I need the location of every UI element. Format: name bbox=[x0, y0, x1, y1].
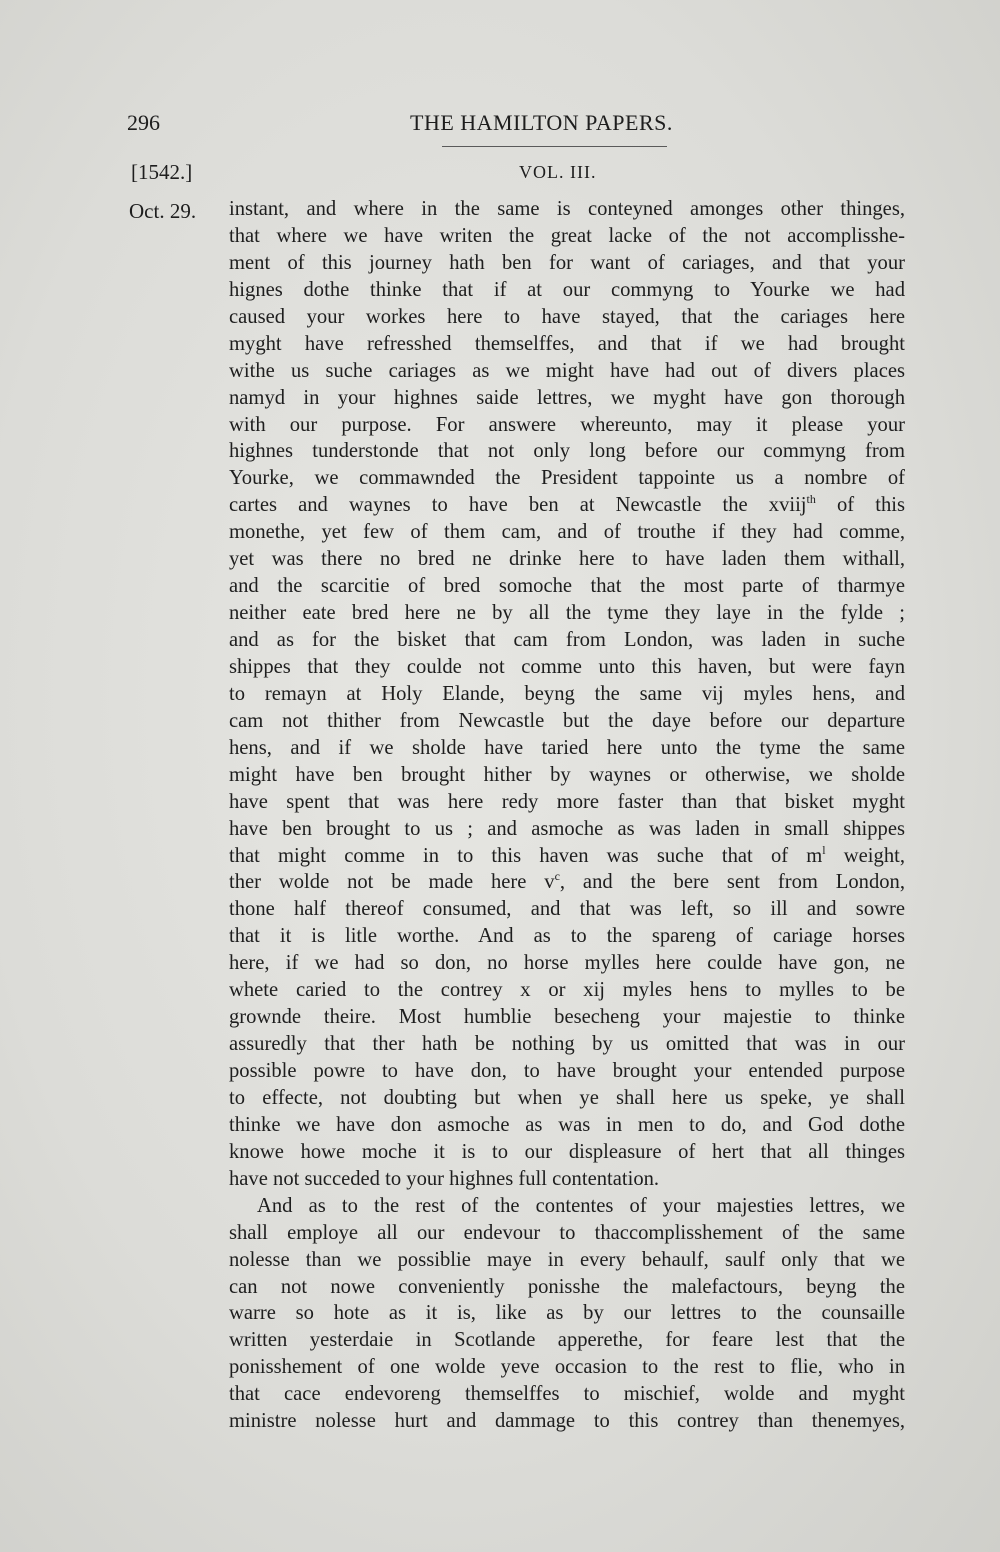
text-line: assuredly that ther hath be nothing by us omitted that was in our bbox=[229, 1033, 905, 1056]
text-line bbox=[229, 869, 905, 896]
text-line: warre so hote as it is, like as by our lettres to the counsaille bbox=[229, 1302, 905, 1325]
text-line: ministre nolesse hurt and dammage to this contrey than thenemyes, bbox=[229, 1410, 905, 1433]
text-line: thone half thereof consumed, and that was left, so ill and sowre bbox=[229, 898, 905, 921]
text-line: written yesterdaie in Scotlande apperethe, for feare lest that the bbox=[229, 1329, 905, 1352]
text-line: caused your workes here to have stayed, that the cariages here bbox=[229, 305, 905, 328]
text-line: neither eate bred here ne by all the tyme they laye in the fylde ; bbox=[229, 602, 905, 625]
text-line: that where we have writen the great lacke of the not accomplisshe- bbox=[229, 224, 905, 247]
text-line: to remayn at Holy Elande, beyng the same vij myles hens, and bbox=[229, 682, 905, 705]
superscript: c bbox=[554, 869, 560, 884]
text-line: with our purpose. For answere whereunto, may it please your bbox=[229, 413, 905, 436]
text-line: instant, and where in the same is conteyned amonges other thinges, bbox=[229, 198, 905, 220]
page-number: 296 bbox=[127, 110, 160, 135]
margin-date: Oct. 29. bbox=[129, 199, 197, 223]
text-line: and as for the bisket that cam from London, was laden in suche bbox=[229, 629, 905, 651]
text-line: highnes tunderstonde that not only long before our commyng from bbox=[229, 440, 905, 463]
running-title: THE HAMILTON PAPERS. bbox=[410, 110, 673, 135]
text-line: hignes dothe thinke that if at our commyng to Yourke we had bbox=[229, 278, 905, 301]
text-segment: ther wolde not be made here v bbox=[229, 871, 555, 894]
text-line: have not succeded to your highnes full contentation. bbox=[229, 1167, 660, 1190]
text-line: whete caried to the contrey x or xij myles hens to mylles to be bbox=[229, 979, 905, 1002]
text-line: possible powre to have don, to have brought your entended purpose bbox=[229, 1060, 905, 1082]
text-line: have spent that was here redy more faster than that bisket myght bbox=[229, 790, 905, 813]
text-line: have ben brought to us ; and asmoche as was laden in small shippes bbox=[229, 817, 905, 840]
text-line: cam not thither from Newcastle but the daye before our departure bbox=[229, 709, 905, 732]
text-line: can not nowe conveniently ponisshe the malefactours, beyng the bbox=[229, 1275, 905, 1298]
header-rule bbox=[442, 146, 667, 147]
text-line: knowe howe moche it is to our displeasure of hert that all thinges bbox=[229, 1140, 905, 1163]
text-line: here, if we had so don, no horse mylles here coulde have gon, ne bbox=[229, 952, 905, 975]
text-line: shall employe all our endevour to thaccomplisshement of the same bbox=[229, 1221, 905, 1244]
text-line: and the scarcitie of bred somoche that the most parte of tharmye bbox=[229, 575, 905, 598]
text-line: ment of this journey hath ben for want of cariages, and that your bbox=[229, 251, 905, 274]
text-line: thinke we have don asmoche as was in men to do, and God dothe bbox=[229, 1113, 905, 1136]
text-line: myght have refresshed themselffes, and that if we had brought bbox=[229, 332, 905, 355]
text-segment: weight, bbox=[825, 844, 905, 867]
text-line: that cace endevoreng themselffes to mischief, wolde and myght bbox=[229, 1383, 905, 1406]
text-segment: , and the bere sent from London, bbox=[559, 871, 905, 894]
text-line: yet was there no bred ne drinke here to have laden them withall, bbox=[229, 548, 905, 571]
text-line: shippes that they coulde not comme unto this haven, but were fayn bbox=[229, 655, 905, 678]
text-line: ponisshement of one wolde yeve occasion to the rest to flie, who in bbox=[229, 1356, 905, 1379]
text-line: And as to the rest of the contentes of your majesties lettres, we bbox=[257, 1194, 905, 1217]
year-marker: [1542.] bbox=[131, 160, 193, 184]
text-segment: cartes and waynes to have ben at Newcastle the xviij bbox=[229, 494, 807, 517]
body-text bbox=[229, 196, 905, 1435]
text-line: that it is litle worthe. And as to the spareng of cariage horses bbox=[229, 925, 905, 948]
text-line bbox=[229, 843, 905, 870]
text-line: grownde theire. Most humblie besecheng your majestie to thinke bbox=[229, 1006, 905, 1029]
text-line: monethe, yet few of them cam, and of trouthe if they had comme, bbox=[229, 521, 905, 544]
superscript: th bbox=[806, 492, 816, 507]
text-segment: that might comme in to this haven was suche that of m bbox=[229, 844, 823, 867]
text-segment: of this bbox=[815, 494, 905, 517]
text-line bbox=[229, 492, 905, 519]
text-line: to effecte, not doubting but when ye shall here us speke, ye shall bbox=[229, 1086, 905, 1109]
superscript: l bbox=[822, 842, 826, 857]
volume-label: VOL. III. bbox=[519, 162, 597, 182]
text-line: withe us suche cariages as we might have had out of divers places bbox=[229, 359, 905, 382]
text-line: namyd in your highnes saide lettres, we myght have gon thorough bbox=[229, 386, 905, 409]
text-line: Yourke, we commawnded the President tappointe us a nombre of bbox=[229, 467, 905, 490]
text-line: nolesse than we possiblie maye in every behaulf, saulf only that we bbox=[229, 1248, 905, 1271]
page-header bbox=[127, 110, 907, 142]
text-line: might have ben brought hither by waynes or otherwise, we sholde bbox=[229, 763, 905, 786]
text-line: hens, and if we sholde have taried here unto the tyme the same bbox=[229, 736, 905, 759]
